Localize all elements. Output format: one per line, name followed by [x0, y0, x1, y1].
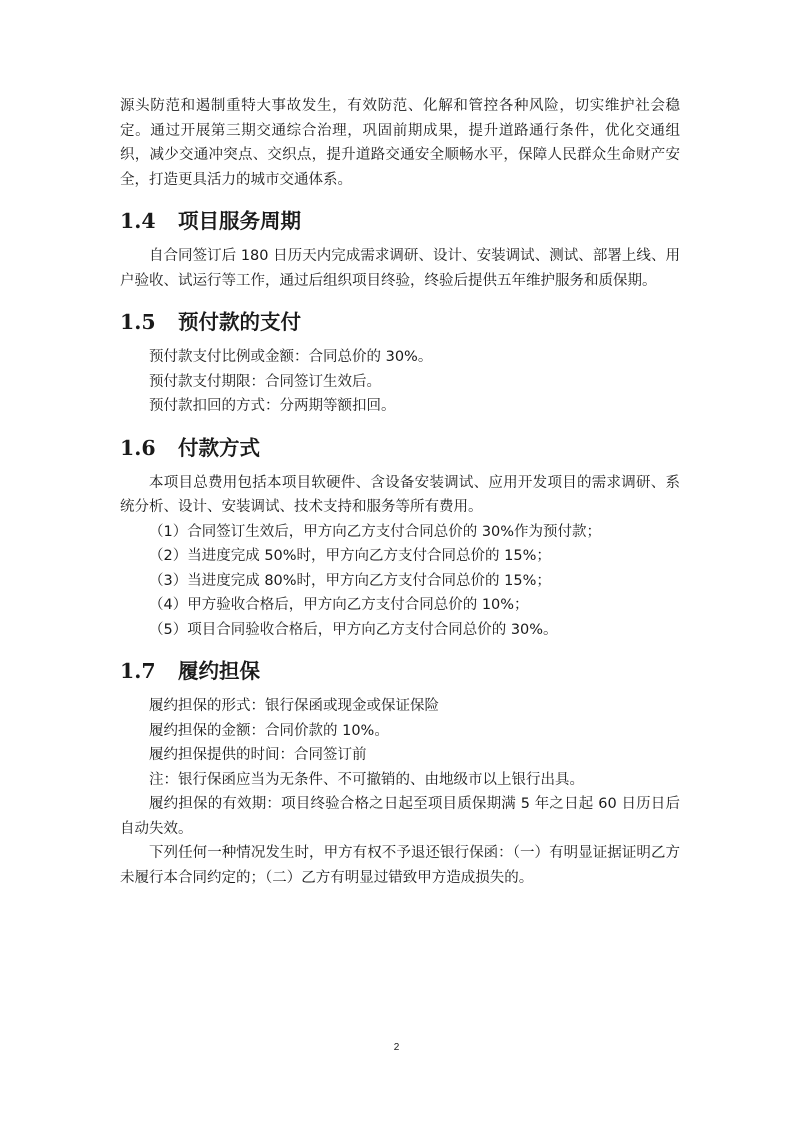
- payment-item: （5）项目合同验收合格后，甲方向乙方支付合同总价的 30%。: [149, 621, 558, 638]
- guarantee-time-line: 履约担保提供的时间：合同签订前: [149, 747, 367, 763]
- payment-item: （1）合同签订生效后，甲方向乙方支付合同总价的 30%作为预付款；: [149, 523, 602, 540]
- section-title: 预付款的支付: [178, 310, 301, 334]
- section-heading-1-6: [120, 433, 680, 463]
- intro-paragraph: 源头防范和遏制重特大事故发生，有效防范、化解和管控各种风险，切实维护社会稳定。通过开展第三期交通综合治理，巩固前期成果，提升道路通行条件，优化交通组织，减少交通冲突点、交织点，提升道路交通安全顺畅水平，保障人民群众生命财产安全，打造更具活力的城市交通体系。: [120, 98, 680, 188]
- guarantee-amount-line: 履约担保的金额：合同价款的 10%。: [149, 722, 389, 739]
- section-number: 1.6: [120, 435, 156, 460]
- guarantee-refusal-paragraph: 下列任何一种情况发生时，甲方有权不予退还银行保函：（一）有明显证据证明乙方未履行本合同约定的；（二）乙方有明显过错致甲方造成损失的。: [120, 845, 680, 886]
- section-heading-1-5: [120, 307, 680, 337]
- section-title: 付款方式: [178, 435, 260, 460]
- advance-deduction-line: 预付款扣回的方式：分两期等额扣回。: [149, 398, 396, 414]
- section-title: 履约担保: [178, 659, 260, 683]
- payment-scope-paragraph: 本项目总费用包括本项目软硬件、含设备安装调试、应用开发项目的需求调研、系统分析、设计、安装调试、技术支持和服务等所有费用。: [120, 474, 680, 515]
- advance-deadline-line: 预付款支付期限：合同签订生效后。: [149, 373, 381, 390]
- section-number: 1.7: [120, 659, 156, 683]
- payment-item: （2）当进度完成 50%时，甲方向乙方支付合同总价的 15%；: [149, 548, 551, 564]
- service-period-paragraph: 自合同签订后 180 日历天内完成需求调研、设计、安装调试、测试、部署上线、用户验收、试运行等工作，通过后组织项目终验，终验后提供五年维护服务和质保期。: [120, 248, 680, 289]
- section-heading-1-7: [120, 656, 680, 686]
- section-number: 1.5: [120, 310, 156, 334]
- section-title: 项目服务周期: [178, 209, 301, 233]
- section-number: 1.4: [120, 209, 156, 233]
- page-number: 2: [393, 1042, 400, 1053]
- section-heading-1-4: [120, 206, 680, 236]
- guarantee-note-line: 注：银行保函应当为无条件、不可撤销的、由地级市以上银行出具。: [149, 771, 584, 788]
- guarantee-form-line: 履约担保的形式：银行保函或现金或保证保险: [149, 698, 439, 714]
- advance-ratio-line: 预付款支付比例或金额：合同总价的 30%。: [149, 349, 433, 365]
- payment-item: （3）当进度完成 80%时，甲方向乙方支付合同总价的 15%；: [149, 572, 551, 589]
- document-body: [120, 94, 680, 890]
- payment-item: （4）甲方验收合格后，甲方向乙方支付合同总价的 10%；: [149, 597, 529, 613]
- guarantee-validity-paragraph: 履约担保的有效期：项目终验合格之日起至项目质保期满 5 年之日起 60 日历日后自动失效。: [120, 796, 680, 837]
